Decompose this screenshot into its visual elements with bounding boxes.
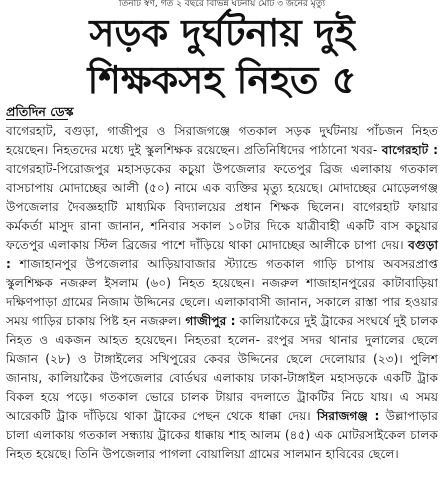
bagerhat-label: বাগেরহাট :: [381, 143, 438, 157]
bagerhat-text: বাগেরহাট-পিরোজপুর মহাসড়কের কচুয়া উপজেলার ফতেপুর ব্রিজ এলাকায় গতকাল বাসচাপায় মোদাচ্ছের আলী (৫০) নামে এক ব্যক্তির মৃত্যু হয়েছে। মোদাচ্ছের মোড়েলগঞ্জ উপজেলার দৈবজ্ঞহাটি মাধ্যমিক বিদ্যালয়ের প্রধান শিক্ষক ছিলেন। বাগেরহাট ফায়ার কর্মকর্তা মাসুদ রানা জানান, শনিবার সকাল ১০টার দিকে যাত্রীবাহী একটি বাস কচুয়ার ফতেপুর এলাকায় স্টিল ব্রিজের পাশে দাঁড়িয়ে থাকা মোদাচ্ছের আলীকে চাপা দেয়।: [6, 162, 438, 252]
headline-line-2: শিক্ষকসহ নিহত ৫: [87, 58, 357, 102]
byline: প্রতিদিন ডেস্ক: [6, 104, 74, 119]
bogura-text: শাজাহানপুর উপজেলার আড়িয়াবাজার স্ট্যান্ডে গতকাল গাড়ি চাপায় অবসরপ্রাপ্ত স্কুলশিক্ষক নজরুল ইসলাম (৬০) নিহত হয়েছেন। নজরুল শাজাহানপুরের কাটাবাড়িয়া দক্ষিণপাড়া গ্রামের নিজাম উদ্দিনের ছেলে। এলাকাবাসী জানান, সকালে রাস্তা পার হওয়ার সময় গাড়ির চাকায় পিষ্ট হন নজরুল।: [6, 257, 438, 328]
bogura-label: বগুড়া :: [6, 238, 438, 271]
gazipur-label: গাজীপুর :: [185, 314, 236, 328]
headline-line-1: সড়ক দুর্ঘটনায় দুই: [89, 11, 355, 55]
sirajganj-text: উল্লাপাড়ার চালা এলাকায় গতকাল সন্ধ্যায় ট্রাকের ধাক্কায় শাহ আলম (৪৫) এক মোটরসাইকেল চালক নিহত হয়েছে। তিনি উপজেলার পাগলা বোয়ালিয়া গ্রামের সালমান হাবিবের ছেলে।: [6, 409, 438, 461]
sirajganj-label: সিরাজগঞ্জ :: [316, 409, 380, 423]
header-strip: তিনটি স্বর্ণ, গত ২ বছরে বিভিন্ন ঘটনায় মোট ৩ জনের মৃত্যু: [118, 0, 326, 9]
gazipur-text: কালিয়াকৈরে দুই ট্রাকের সংঘর্ষে দুই চালক নিহত ও একজন আহত হয়েছেন। নিহতরা হলেন- রংপুর সদর থানার দুলালের ছেলে মিজান (২৮) ও টাঙ্গাইলের সখিপুরের কেবর উদ্দিনের ছেলে দেলোয়ার (২৩)। পুলিশ জানায়, কালিয়াকৈর উপজেলার বোর্ডঘর এলাকায় ঢাকা-টাঙ্গাইল মহাসড়কে একটি ট্রাক বিকল হয়ে পড়ে। গতকাল ভোরে চালক টায়ার বদলাতে ট্রাকটির নিচে যায়। এ সময় আরেকটি ট্রাক দাঁড়িয়ে থাকা ট্রাকের পেছন থেকে ধাক্কা দেয়।: [6, 314, 438, 423]
intro-text: বাগেরহাট, বগুড়া, গাজীপুর ও সিরাজগঞ্জে গতকাল সড়ক দুর্ঘটনায় পাঁচজন নিহত হয়েছেন। নিহতদের মধ্যে দুই স্কুলশিক্ষক রয়েছেন। প্রতিনিধিদের পাঠানো খবর-: [6, 124, 438, 157]
headline: [0, 10, 444, 104]
byline-underline: [6, 119, 68, 120]
article-body: [6, 122, 438, 484]
